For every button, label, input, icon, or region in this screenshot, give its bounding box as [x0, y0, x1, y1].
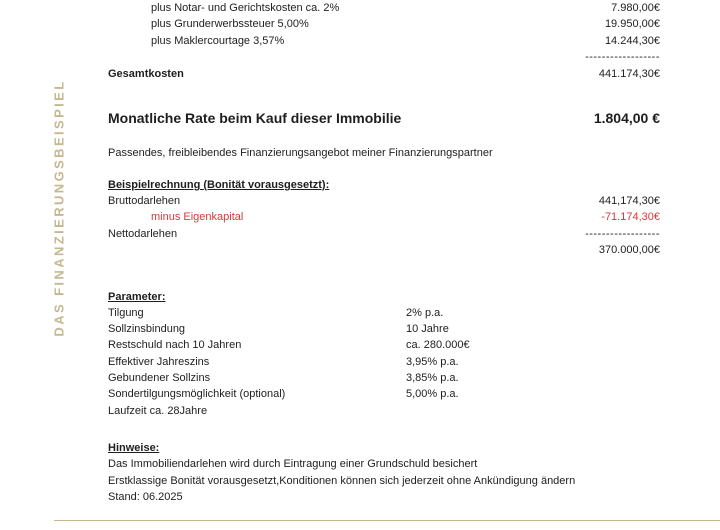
parameters-heading: Parameter:	[108, 291, 166, 303]
param-label: Restschuld nach 10 Jahren	[108, 339, 242, 351]
net-separator: ------------------	[585, 228, 660, 240]
param-value: ca. 280.000€	[406, 339, 470, 351]
param-label: Effektiver Jahreszins	[108, 356, 210, 368]
param-label: Laufzeit ca. 28Jahre	[108, 405, 208, 417]
gross-loan-value: 441,174,30€	[598, 195, 660, 207]
cost-value-brokerage: 14.244,30€	[604, 35, 660, 47]
bottom-divider	[54, 520, 720, 521]
param-value: 3,95% p.a.	[406, 356, 459, 368]
total-label: Gesamtkosten	[108, 68, 184, 80]
section-side-label: DAS FINANZIERUNGSBEISPIEL	[51, 79, 67, 337]
param-value: 2% p.a.	[406, 307, 444, 319]
cost-value-land-tax: 19.950,00€	[604, 18, 660, 30]
notes-heading: Hinweise:	[108, 442, 160, 454]
monthly-rate-label: Monatliche Rate beim Kauf dieser Immobilie	[108, 110, 402, 126]
note-line: Erstklassige Bonität vorausgesetzt,Konditionen können sich jederzeit ohne Ankündigung ändern	[108, 475, 576, 487]
monthly-rate-value: 1.804,00 €	[593, 110, 660, 126]
param-label: Tilgung	[108, 307, 144, 319]
cost-label-brokerage: plus Maklercourtage 3,57%	[151, 35, 285, 47]
equity-value: -71.174,30€	[601, 211, 660, 223]
equity-label: minus Eigenkapital	[151, 211, 244, 223]
example-heading: Beispielrechnung (Bonität vorausgesetzt):	[108, 179, 330, 191]
param-value: 10 Jahre	[406, 323, 449, 335]
net-loan-value: 370.000,00€	[598, 244, 660, 256]
param-label: Sollzinsbindung	[108, 323, 186, 335]
param-label: Gebundener Sollzins	[108, 372, 211, 384]
param-value: 3,85% p.a.	[406, 372, 459, 384]
note-line: Stand: 06.2025	[108, 491, 183, 503]
cost-value-notary: 7.980,00€	[611, 2, 660, 14]
sum-separator: ------------------	[585, 51, 660, 63]
gross-loan-label: Bruttodarlehen	[108, 195, 181, 207]
param-value: 5,00% p.a.	[406, 388, 459, 400]
cost-label-notary: plus Notar- und Gerichtskosten ca. 2%	[151, 2, 340, 14]
cost-label-land-tax: plus Grunderwerbssteuer 5,00%	[151, 18, 309, 30]
offer-text: Passendes, freibleibendes Finanzierungsangebot meiner Finanzierungspartner	[108, 147, 493, 159]
note-line: Das Immobiliendarlehen wird durch Eintragung einer Grundschuld besichert	[108, 458, 478, 470]
total-value: 441.174,30€	[598, 68, 660, 80]
net-loan-label: Nettodarlehen	[108, 228, 178, 240]
param-label: Sondertilgungsmöglichkeit (optional)	[108, 388, 286, 400]
